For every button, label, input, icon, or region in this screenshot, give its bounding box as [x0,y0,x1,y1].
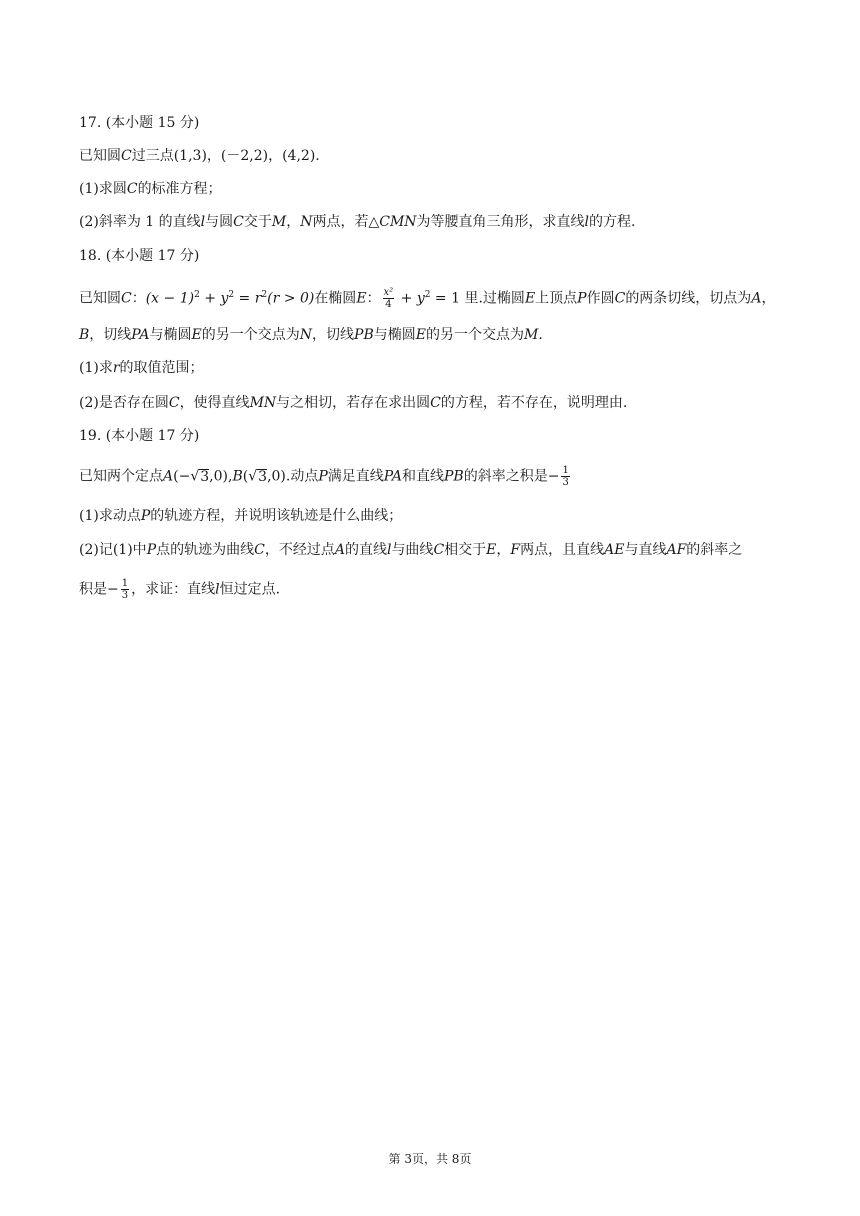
sqrt-3-a: 3 [200,468,210,485]
problem-19-stem: 已知两个定点A(−√3,0),B(√3,0).动点P满足直线PA和直线PB的斜率之积是− $\frac{1}{3}$ [79,465,569,488]
page-footer: 第 3页，共 8页 [388,1152,472,1166]
slope-fraction-19-2: $\frac{1}{3}$ [121,578,129,601]
problem-18-stem-line-1: 已知圆C：$(x - 1)^2 + y^2 = r^2(r > 0)$在椭圆E： $\frac{\text{x²}}{4}$ + $y^2 = 1$ 里.过椭圆E上顶点P作圆C的两条切线，切点为A， [79,287,776,310]
sqrt-3-b: 3 [258,468,268,485]
problem-19-part-1: (1)求动点P的轨迹方程，并说明该轨迹是什么曲线； [79,508,403,524]
problem-19-header: 19. (本小题 17 分) [79,428,200,444]
slope-fraction-19: $\frac{1}{3}$ [562,465,569,488]
problem-18-header: 18. (本小题 17 分) [79,248,200,264]
problem-19-part-2-line-1: (2)记(1)中P点的轨迹为曲线C，不经过点A的直线l与曲线C相交于E，F两点，且直线AE与直线AF的斜率之 [79,542,743,558]
problem-18-stem-line-2: B，切线PA与椭圆E的另一个交点为N，切线PB与椭圆E的另一个交点为M. [79,327,543,343]
problem-18-part-1: (1)求r的取值范围； [79,360,204,376]
problem-17-part-1: (1)求圆C的标准方程； [79,181,222,197]
problem-19-part-2-line-2: 积是− $\frac{1}{3}$ ，求证：直线l恒过定点. [79,578,281,601]
ellipse-fraction: $\frac{\text{x²}}{4}$ [383,287,394,310]
problem-17-part-2: (2)斜率为 1 的直线l与圆C交于M，N两点，若△CMN为等腰直角三角形，求直线l的方程. [79,214,636,230]
problem-17-header: 17. (本小题 15 分) [79,115,200,131]
problem-17-stem: 已知圆C过三点(1,3)，(－2,2)，(4,2). [79,148,320,164]
problem-18-part-2: (2)是否存在圆C，使得直线MN与之相切，若存在求出圆C的方程，若不存在，说明理由. [79,395,628,411]
